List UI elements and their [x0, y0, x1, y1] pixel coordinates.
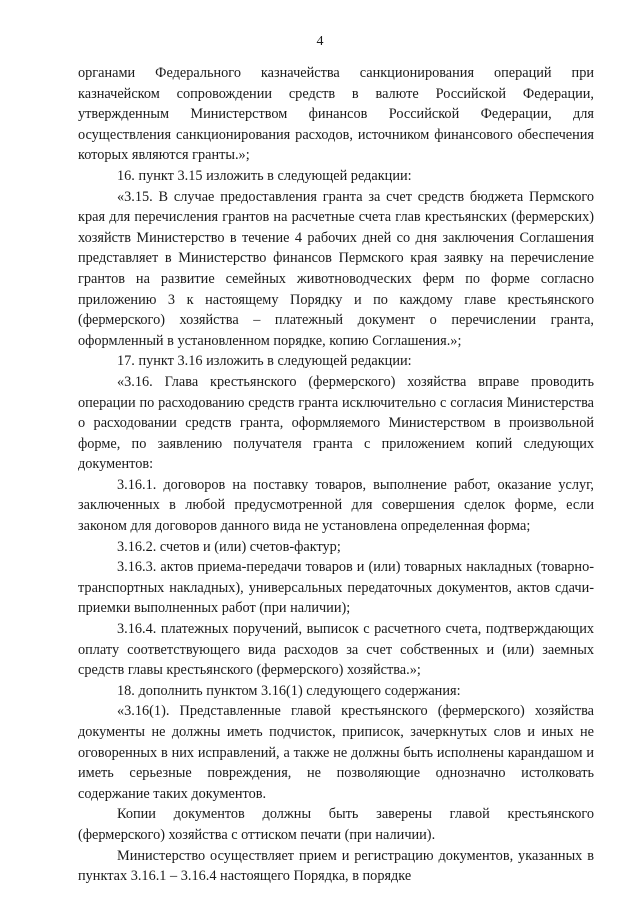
paragraph-item-17: 17. пункт 3.16 изложить в следующей редакции: — [117, 353, 412, 370]
paragraph-clause-3-15: «3.15. В случае предоставления гранта за счет средств бюджета Пермского края для перечисления грантов на расчетные счета глав крестьянских (фермерских) хозяйств Министерство в течение 4 рабочих дней со дня заключения Соглашения представляет в Министерство финансов Пермского края заявку на перечисление грантов на развитие семейных животноводческих ферм по форме согласно приложению 3 к настоящему Порядку и по каждому главе крестьянского (фермерского) хозяйства – платежный документ о перечислении гранта, оформленный в установленном порядке, копию Соглашения.»; — [78, 188, 594, 349]
paragraph-clause-3-16-3: 3.16.3. актов приема-передачи товаров и (или) товарных накладных (товарно-транспортных накладных), универсальных передаточных документов, актов сдачи-приемки выполненных работ (при наличии); — [78, 559, 594, 617]
page-number: 4 — [316, 34, 324, 49]
paragraph-item-18: 18. дополнить пунктом 3.16(1) следующего содержания: — [117, 682, 461, 699]
paragraph-clause-3-16: «3.16. Глава крестьянского (фермерского) хозяйства вправе проводить операции по расходованию средств гранта исключительно с согласия Министерства о расходовании средств гранта, оформляемого Министерством в произвольной форме, по заявлению получателя гранта с приложением копий следующих документов: — [78, 373, 594, 473]
document-body — [78, 63, 594, 887]
paragraph-clause-3-16-1-bis: «3.16(1). Представленные главой крестьянского (фермерского) хозяйства документы не должны иметь подчисток, приписок, зачеркнутых слов и иных не оговоренных в них исправлений, а также не должны быть исполнены карандашом и иметь серьезные повреждения, не позволяющие однозначно истолковать содержание таких документов. — [78, 703, 594, 802]
paragraph-item-16: 16. пункт 3.15 изложить в следующей редакции: — [117, 167, 412, 184]
paragraph-ministry: Министерство осуществляет прием и регистрацию документов, указанных в пунктах 3.16.1 – 3.16.4 настоящего Порядка, в порядке — [78, 847, 594, 885]
paragraph-clause-3-16-2: 3.16.2. счетов и (или) счетов-фактур; — [117, 538, 341, 555]
paragraph-continuation: органами Федерального казначейства санкционирования операций при казначейском сопровождении средств в валюте Российской Федерации, утвержденным Министерством финансов Российской Федерации, для осуществления санкционирования расходов, источником финансового обеспечения которых являются гранты.»; — [78, 65, 594, 164]
paragraph-clause-3-16-4: 3.16.4. платежных поручений, выписок с расчетного счета, подтверждающих оплату соответствующего вида расходов за счет собственных и (или) заемных средств главы крестьянского (фермерского) хозяйства.»; — [78, 621, 594, 679]
paragraph-clause-3-16-1: 3.16.1. договоров на поставку товаров, выполнение работ, оказание услуг, заключенных в любой предусмотренной для совершения сделок форме, если законом для договоров данного вида не установлена определенная форма; — [78, 476, 594, 535]
paragraph-copies: Копии документов должны быть заверены главой крестьянского (фермерского) хозяйства с оттиском печати (при наличии). — [78, 806, 594, 843]
